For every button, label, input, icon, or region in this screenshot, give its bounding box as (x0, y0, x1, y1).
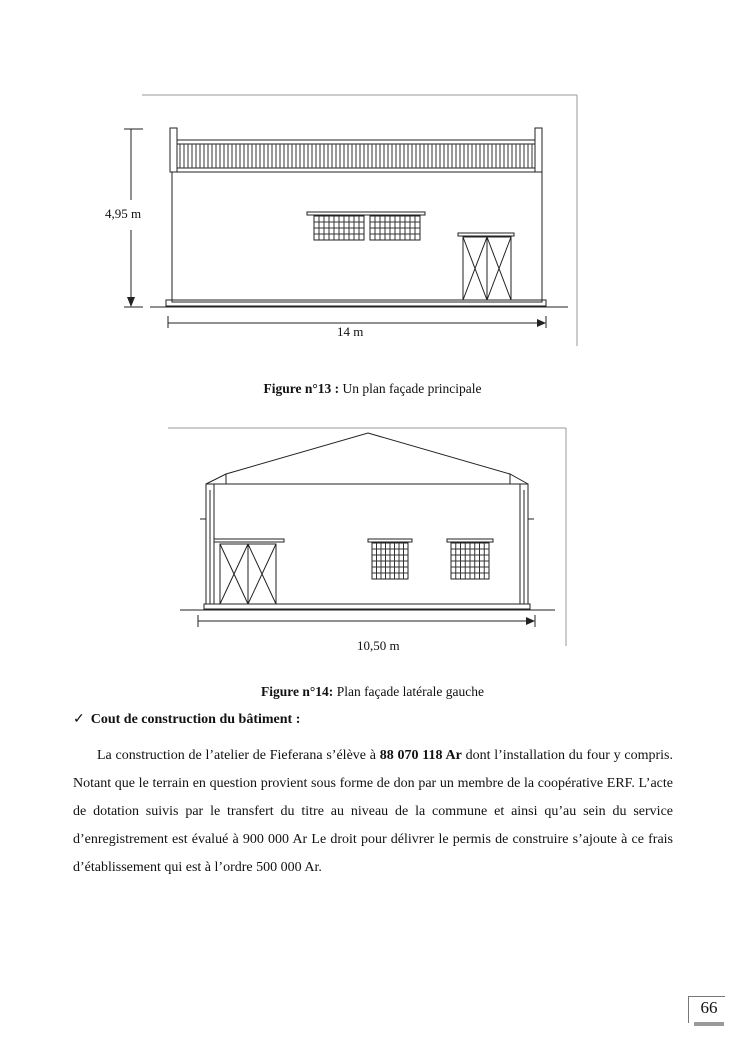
figure-13-caption-text: Un plan façade principale (339, 381, 482, 396)
figure-14-caption-text: Plan façade latérale gauche (333, 684, 484, 699)
body-paragraph (73, 742, 673, 882)
height-dimension-label: 4,95 m (105, 206, 142, 221)
page-number-bar (694, 1022, 724, 1026)
width-dimension-label: 10,50 m (357, 638, 400, 653)
figure-14-caption-label: Figure n°14: (261, 684, 334, 699)
figure-13-caption-label: Figure n°13 : (263, 381, 340, 396)
figure-14-caption (0, 684, 745, 700)
figure-14-drawing (0, 420, 745, 660)
paragraph-part-1: La construction de l’atelier de Fieferana s’élève à (97, 748, 380, 763)
section-heading (73, 711, 300, 728)
figure-13-drawing (0, 0, 745, 360)
figure-13-caption (0, 381, 745, 397)
width-dimension-label: 14 m (337, 324, 364, 339)
check-icon: ✓ (73, 712, 85, 727)
paragraph-part-2: dont l’installation du four y compris. Notant que le terrain en question provient sous forme de don par un membre de la coopérative ERF. L’acte de dotation suivis par le transfert du titre au niveau de la commune et ainsi qu’au sein du service d’enregistrement est évalué à 900 000 Ar Le droit pour délivrer le permis de construire s’ajoute à ce frais d’établissement qui est à l’ordre 500 000 Ar. (73, 748, 673, 875)
paragraph-amount: 88 070 118 Ar (379, 748, 462, 763)
section-title: Cout de construction du bâtiment : (90, 712, 301, 727)
page-number: 66 (700, 998, 718, 1017)
